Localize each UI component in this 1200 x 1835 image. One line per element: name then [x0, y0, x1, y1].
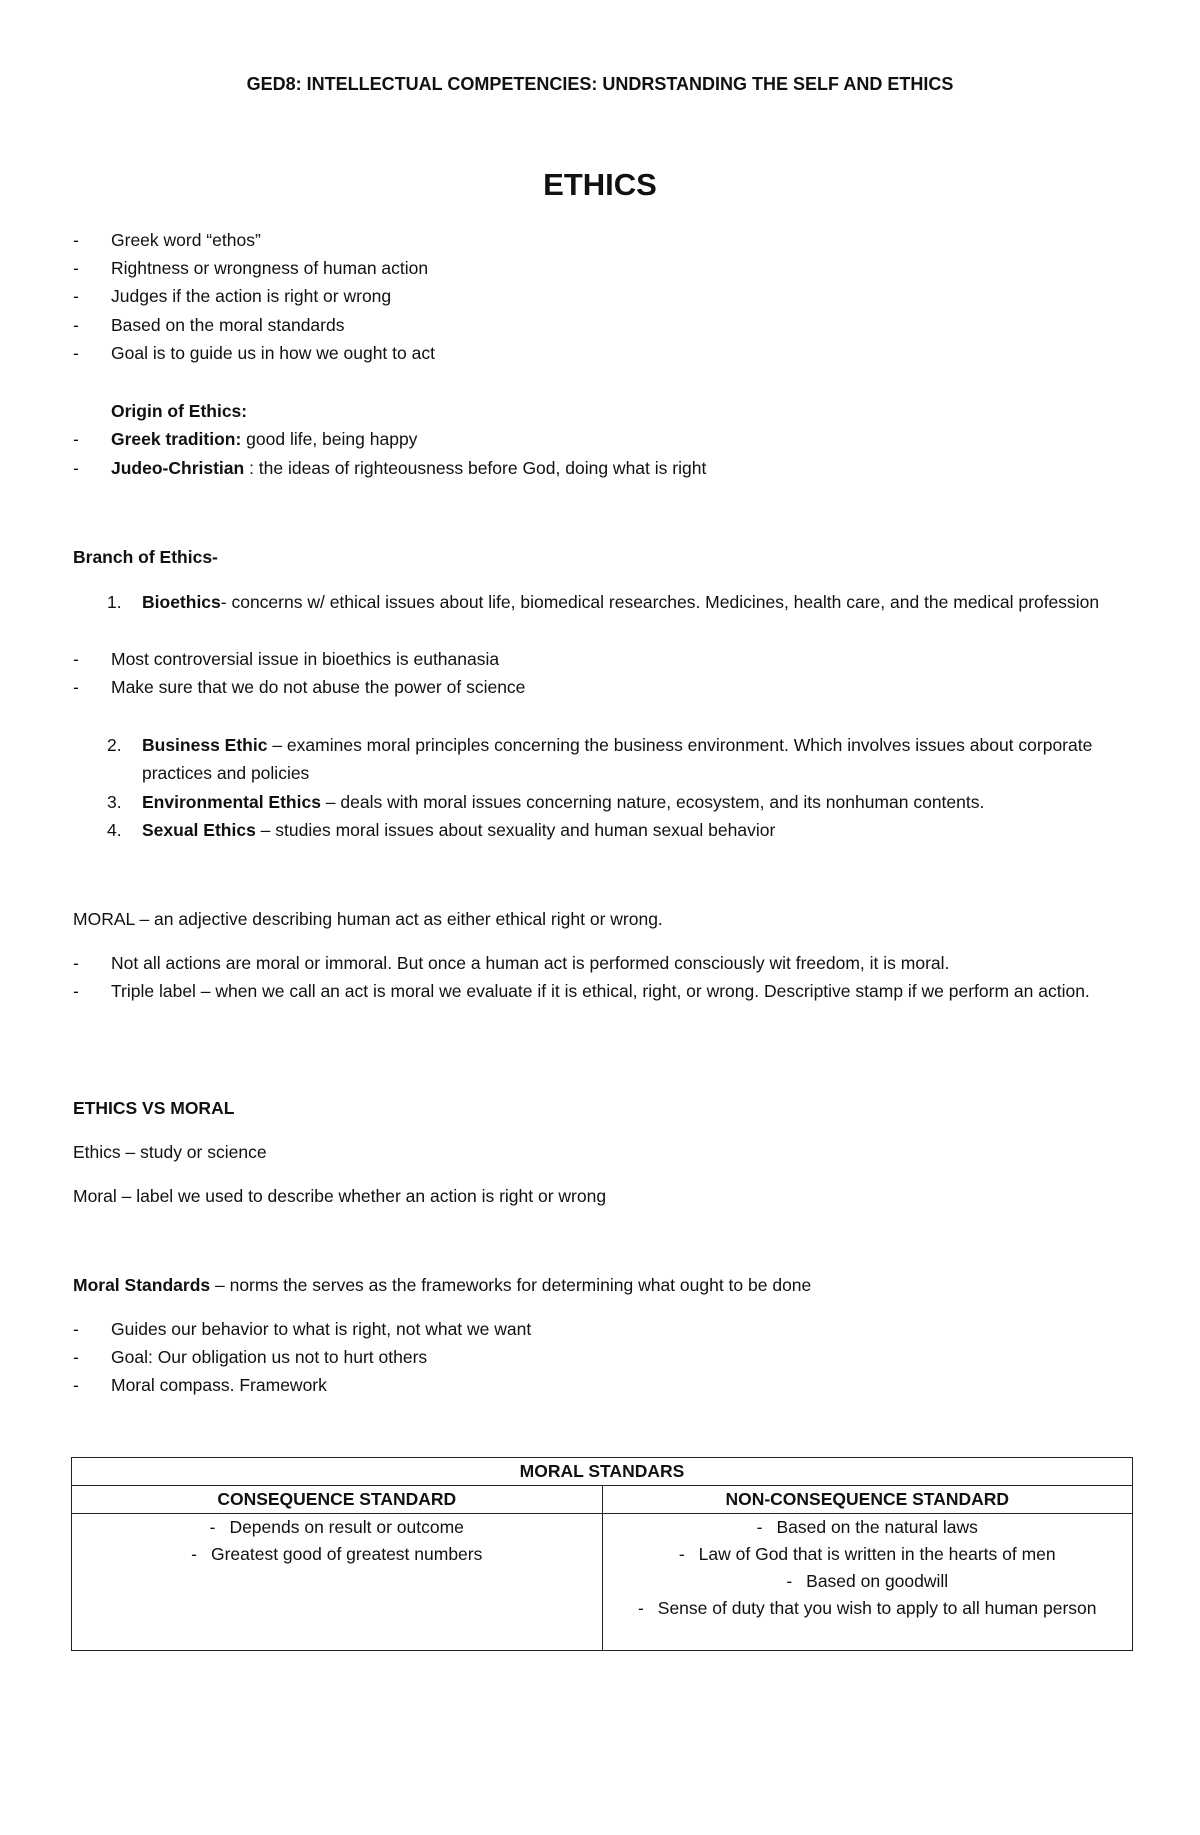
list-item-text: Goal: Our obligation us not to hurt others — [111, 1347, 428, 1367]
origin-heading: Origin of Ethics: — [111, 401, 248, 421]
list-item-text: Based on goodwill — [806, 1571, 949, 1591]
list-item-text: Triple label – when we call an act is moral we evaluate if it is ethical, right, or wrong. Descriptive stamp if we perform an action. — [111, 981, 1090, 1001]
origin-term: Judeo-Christian — [111, 458, 245, 478]
branch-description: – examines moral principles concerning the business environment. Which involves issues about corporate practices and policies — [142, 735, 1093, 783]
dash-marker: - — [209, 1517, 216, 1537]
dash-marker: - — [73, 429, 79, 449]
list-item-text — [111, 425, 417, 453]
dash-marker: - — [73, 286, 79, 306]
table-row — [72, 1514, 1133, 1651]
dash-marker: - — [73, 315, 79, 335]
list-item-text: Greek word “ethos” — [111, 230, 261, 250]
list-item — [609, 1568, 1127, 1595]
dash-marker: - — [786, 1571, 793, 1591]
moral-line: Moral – label we used to describe whether an action is right or wrong — [73, 1186, 607, 1206]
list-item-text: Most controversial issue in bioethics is euthanasia — [111, 649, 500, 669]
branch-heading: Branch of Ethics- — [73, 547, 218, 567]
dash-marker: - — [73, 677, 79, 697]
document-header: GED8: INTELLECTUAL COMPETENCIES: UNDRSTANDING THE SELF AND ETHICS — [246, 74, 954, 94]
dash-marker: - — [73, 458, 79, 478]
branch-description: – studies moral issues about sexuality and human sexual behavior — [255, 820, 776, 840]
moral-standards-definition — [73, 1271, 811, 1299]
dash-marker: - — [191, 1544, 197, 1564]
list-item-text: Guides our behavior to what is right, not what we want — [111, 1319, 532, 1339]
column-header-consequence: CONSEQUENCE STANDARD — [72, 1486, 603, 1514]
origin-text: : the ideas of righteousness before God, doing what is right — [244, 458, 707, 478]
list-item-text: Based on the natural laws — [776, 1517, 978, 1537]
origin-text: good life, being happy — [241, 429, 418, 449]
dash-marker: - — [73, 1319, 79, 1339]
list-item — [609, 1514, 1127, 1541]
table-header-row — [72, 1486, 1133, 1514]
numbered-item — [0, 731, 1200, 787]
item-text — [142, 816, 775, 844]
dash-marker: - — [73, 1347, 79, 1367]
moral-standards-text: – norms the serves as the frameworks for determining what ought to be done — [210, 1275, 812, 1295]
dash-marker: - — [73, 1375, 79, 1395]
consequence-cell — [72, 1514, 603, 1651]
table-title: MORAL STANDARS — [72, 1458, 1133, 1486]
dash-marker: - — [678, 1544, 685, 1564]
table-title-row — [72, 1458, 1133, 1486]
dash-marker: - — [73, 230, 79, 250]
item-number: 4. — [107, 820, 122, 840]
list-item — [78, 1541, 596, 1568]
branch-term: Business Ethic — [142, 735, 268, 755]
column-header-non-consequence: NON-CONSEQUENCE STANDARD — [602, 1486, 1133, 1514]
list-item-text: Based on the moral standards — [111, 315, 345, 335]
branch-description: - concerns w/ ethical issues about life, biomedical researches. Medicines, health care, and the medical profession — [220, 592, 1100, 612]
list-item — [609, 1595, 1127, 1622]
page-title: ETHICS — [543, 167, 657, 202]
list-item-text: Rightness or wrongness of human action — [111, 258, 429, 278]
list-item-text: Goal is to guide us in how we ought to act — [111, 343, 435, 363]
item-text — [142, 588, 1132, 616]
ethics-vs-moral-heading: ETHICS VS MORAL — [73, 1098, 235, 1118]
origin-term: Greek tradition: — [111, 429, 242, 449]
item-number: 1. — [107, 592, 122, 612]
item-number: 2. — [107, 735, 122, 755]
list-item-text: Sense of duty that you wish to apply to all human person — [657, 1598, 1097, 1618]
dash-marker: - — [73, 343, 79, 363]
list-item-text: Depends on result or outcome — [229, 1517, 464, 1537]
list-item-text: Make sure that we do not abuse the power of science — [111, 677, 526, 697]
dash-marker: - — [73, 258, 79, 278]
list-item-text: Moral compass. Framework — [111, 1375, 327, 1395]
dash-marker: - — [756, 1517, 763, 1537]
dash-marker: - — [73, 649, 79, 669]
list-item — [609, 1541, 1127, 1568]
ethics-line: Ethics – study or science — [73, 1142, 267, 1162]
dash-marker: - — [637, 1598, 644, 1618]
dash-marker: - — [73, 981, 79, 1001]
moral-standards-table — [71, 1457, 1133, 1651]
list-item-text: Greatest good of greatest numbers — [210, 1544, 483, 1564]
list-item — [0, 977, 1200, 1033]
list-item-text: Not all actions are moral or immoral. But once a human act is performed consciously wit freedom, it is moral. — [111, 953, 950, 973]
branch-description: – deals with moral issues concerning nature, ecosystem, and its nonhuman contents. — [320, 792, 985, 812]
item-text — [142, 731, 1132, 787]
list-item — [78, 1514, 596, 1541]
moral-standards-term: Moral Standards — [73, 1275, 211, 1295]
branch-term: Sexual Ethics — [142, 820, 256, 840]
moral-definition: MORAL – an adjective describing human act as either ethical right or wrong. — [73, 909, 663, 929]
list-item-text — [111, 454, 706, 482]
item-number: 3. — [107, 792, 122, 812]
branch-term: Bioethics — [142, 592, 221, 612]
item-text — [142, 788, 984, 816]
dash-marker: - — [73, 953, 79, 973]
non-consequence-cell — [602, 1514, 1133, 1651]
list-item-text: Judges if the action is right or wrong — [111, 286, 392, 306]
numbered-item — [0, 588, 1200, 644]
list-item-text: Law of God that is written in the hearts of men — [698, 1544, 1056, 1564]
branch-term: Environmental Ethics — [142, 792, 321, 812]
